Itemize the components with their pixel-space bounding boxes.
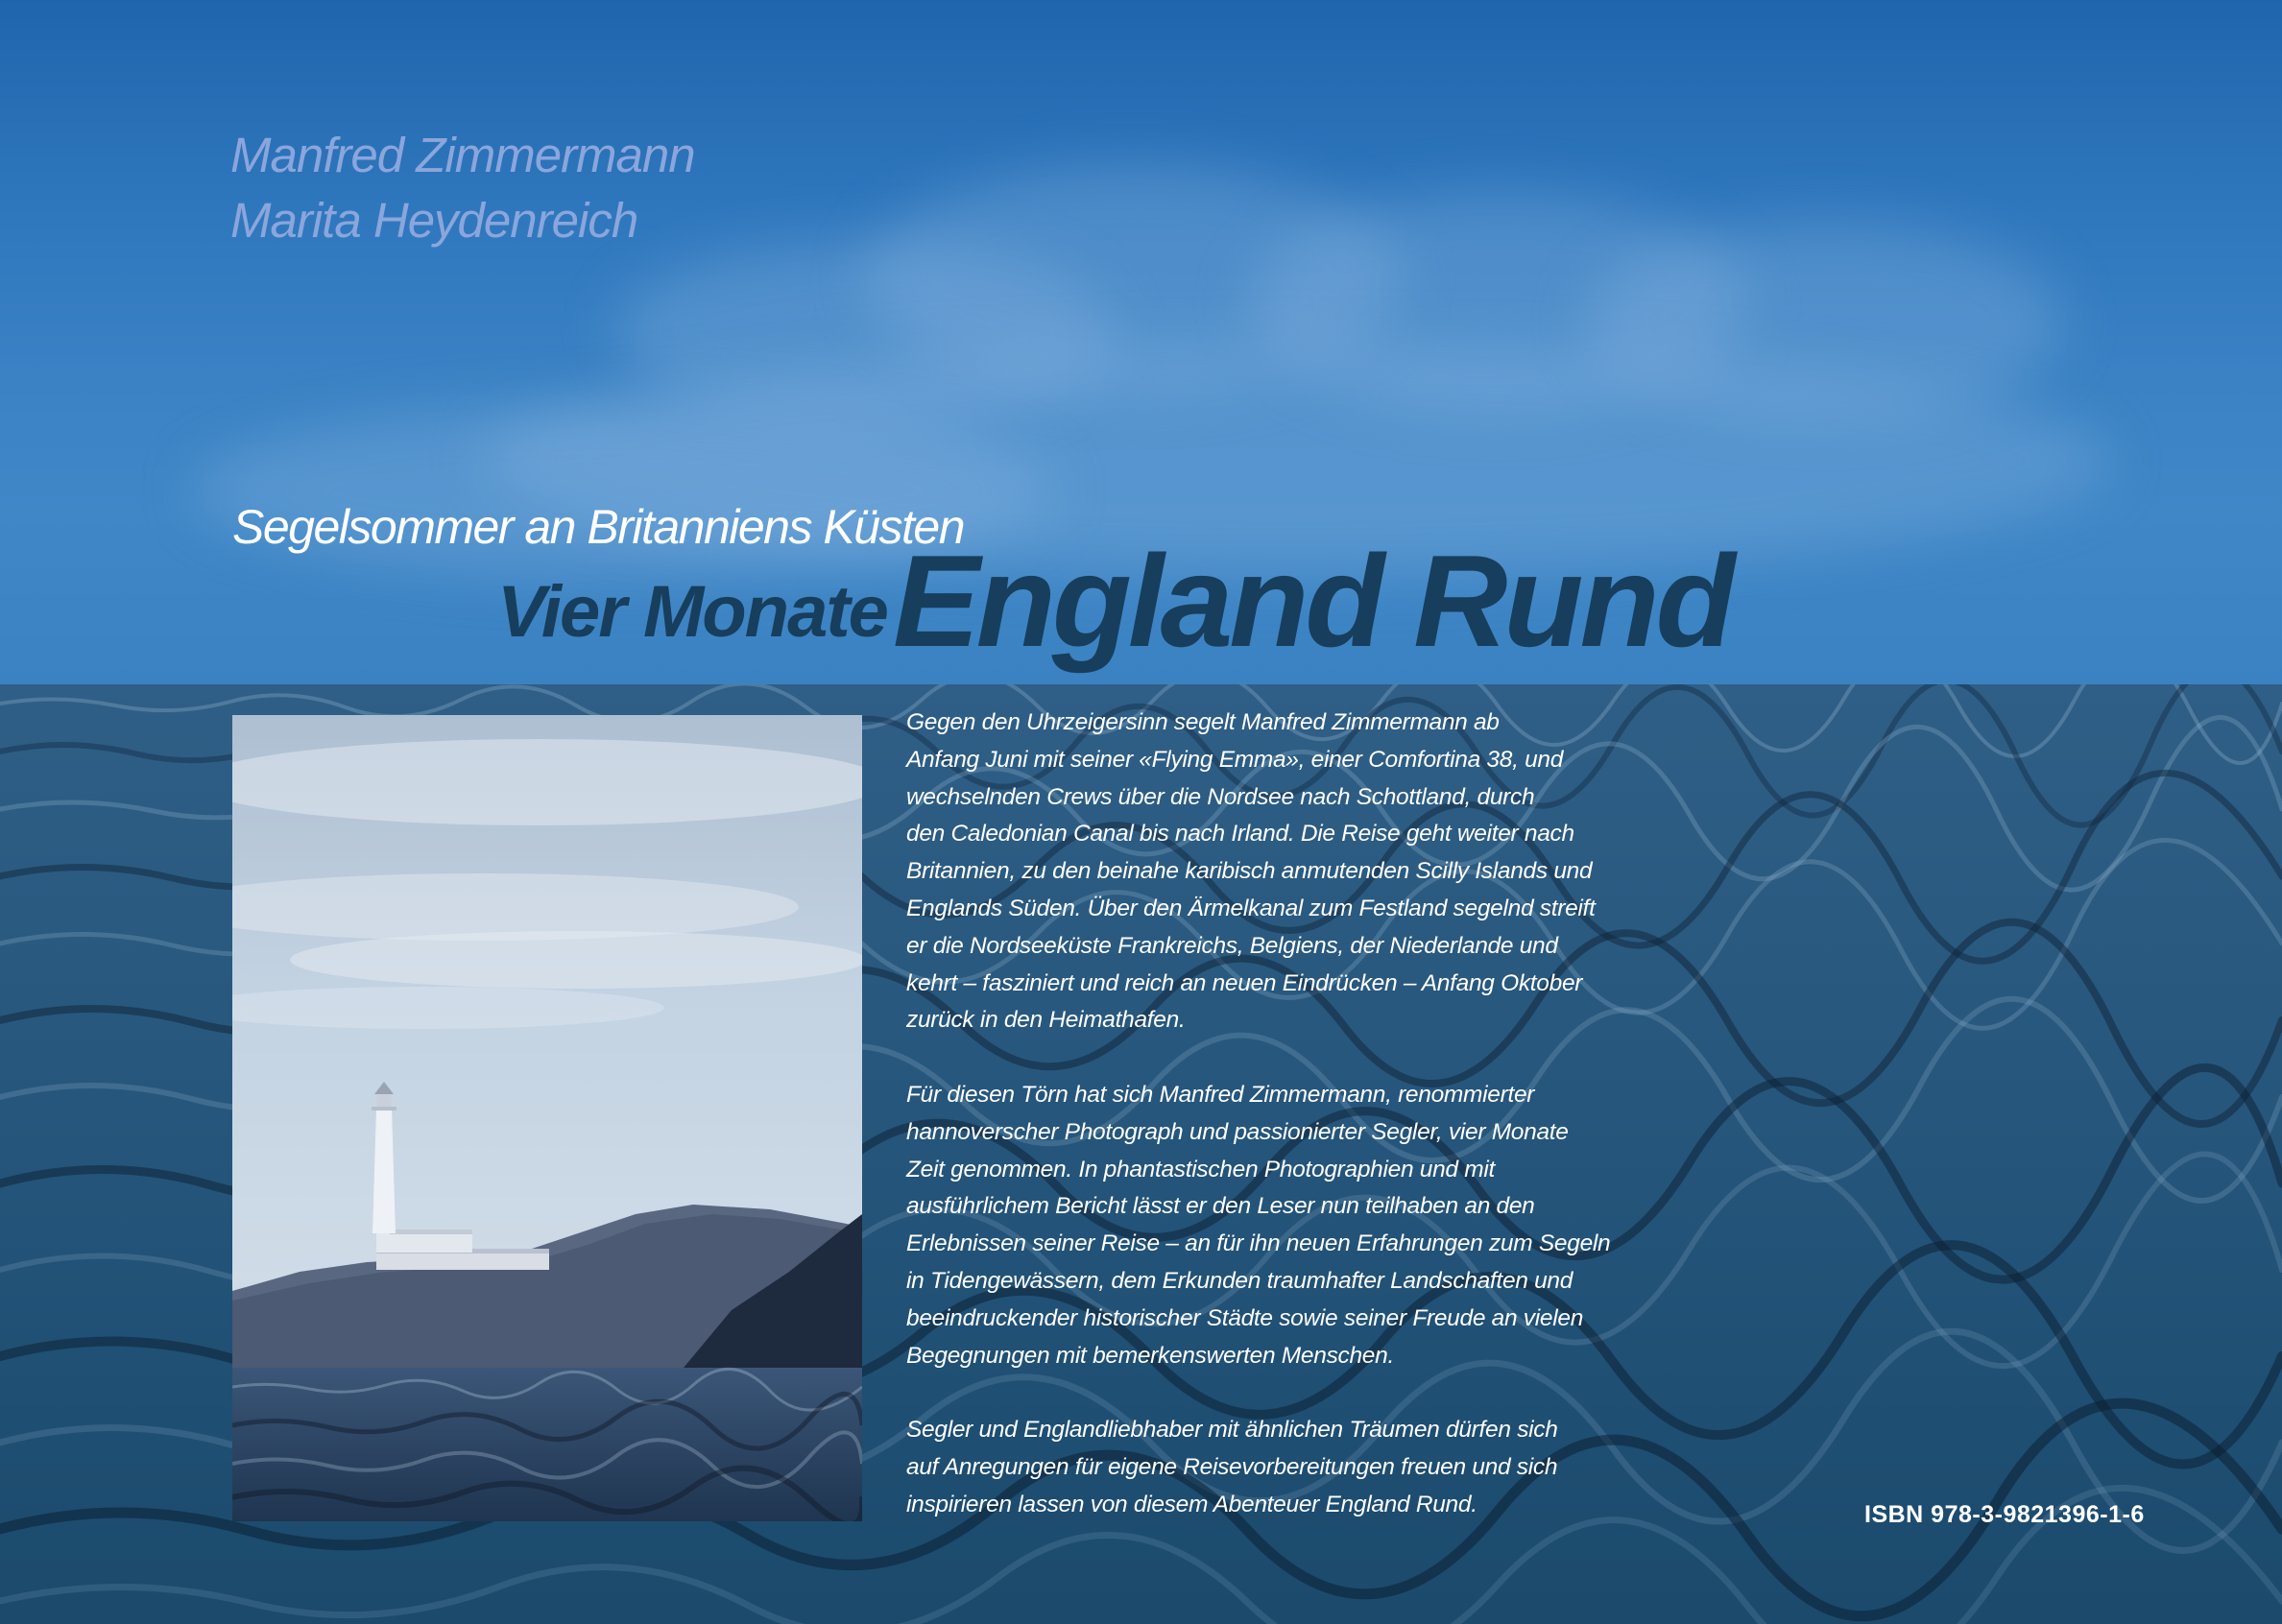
- blurb-line: Für diesen Törn hat sich Manfred Zimmermann, renommierter: [906, 1081, 1535, 1108]
- blurb-line: Erlebnissen seiner Reise – an für ihn neuen Erfahrungen zum Segeln: [906, 1230, 1611, 1257]
- blurb-paragraph: [906, 705, 1703, 1039]
- book-title-prefix: Vier Monate: [497, 571, 887, 653]
- authors: [230, 123, 695, 253]
- blurb-line: Britannien, zu den beinahe karibisch anmutenden Scilly Islands und: [906, 858, 1593, 885]
- blurb-line: inspirieren lassen von diesem Abenteuer England Rund.: [906, 1491, 1477, 1517]
- lighthouse-image: [232, 715, 862, 1521]
- blurb-line: Segler und Englandliebhaber mit ähnlichen Träumen dürfen sich: [906, 1417, 1558, 1444]
- blurb-line: ausführlichem Bericht lässt er den Leser nun teilhaben an den: [906, 1193, 1535, 1220]
- lighthouse-photo: [232, 715, 862, 1521]
- blurb-line: Gegen den Uhrzeigersinn segelt Manfred Zimmermann ab: [906, 709, 1500, 735]
- blurb-line: den Caledonian Canal bis nach Irland. Die Reise geht weiter nach: [906, 821, 1574, 848]
- blurb: [906, 705, 1703, 1561]
- book-subtitle: Segelsommer an Britanniens Küsten: [232, 500, 965, 554]
- blurb-line: hannoverscher Photograph und passionierter Segler, vier Monate: [906, 1118, 1569, 1145]
- blurb-line: er die Nordseeküste Frankreichs, Belgiens, der Niederlande und: [906, 932, 1558, 959]
- isbn-number: ISBN 978-3-9821396-1-6: [1864, 1501, 2145, 1528]
- blurb-line: zurück in den Heimathafen.: [906, 1007, 1186, 1034]
- blurb-line: Anfang Juni mit seiner «Flying Emma», einer Comfortina 38, und: [906, 746, 1564, 773]
- blurb-line: auf Anregungen für eigene Reisevorbereitungen freuen und sich: [906, 1453, 1558, 1480]
- blurb-line: beeindruckender historischer Städte sowie seiner Freude an vielen: [906, 1304, 1584, 1331]
- author-name: Manfred Zimmermann: [230, 128, 695, 182]
- blurb-line: Englands Süden. Über den Ärmelkanal zum Festland segelnd streift: [906, 895, 1596, 921]
- book-title: England Rund: [893, 528, 1732, 674]
- blurb-line: Zeit genommen. In phantastischen Photographien und mit: [906, 1156, 1496, 1182]
- blurb-paragraph: [906, 1412, 1703, 1523]
- blurb-paragraph: [906, 1077, 1703, 1374]
- blurb-line: Begegnungen mit bemerkenswerten Menschen.: [906, 1342, 1394, 1369]
- blurb-line: in Tidengewässern, dem Erkunden traumhafter Landschaften und: [906, 1267, 1573, 1294]
- author-name: Marita Heydenreich: [230, 193, 638, 248]
- blurb-line: kehrt – fasziniert und reich an neuen Eindrücken – Anfang Oktober: [906, 969, 1583, 996]
- blurb-line: wechselnden Crews über die Nordsee nach Schottland, durch: [906, 783, 1535, 810]
